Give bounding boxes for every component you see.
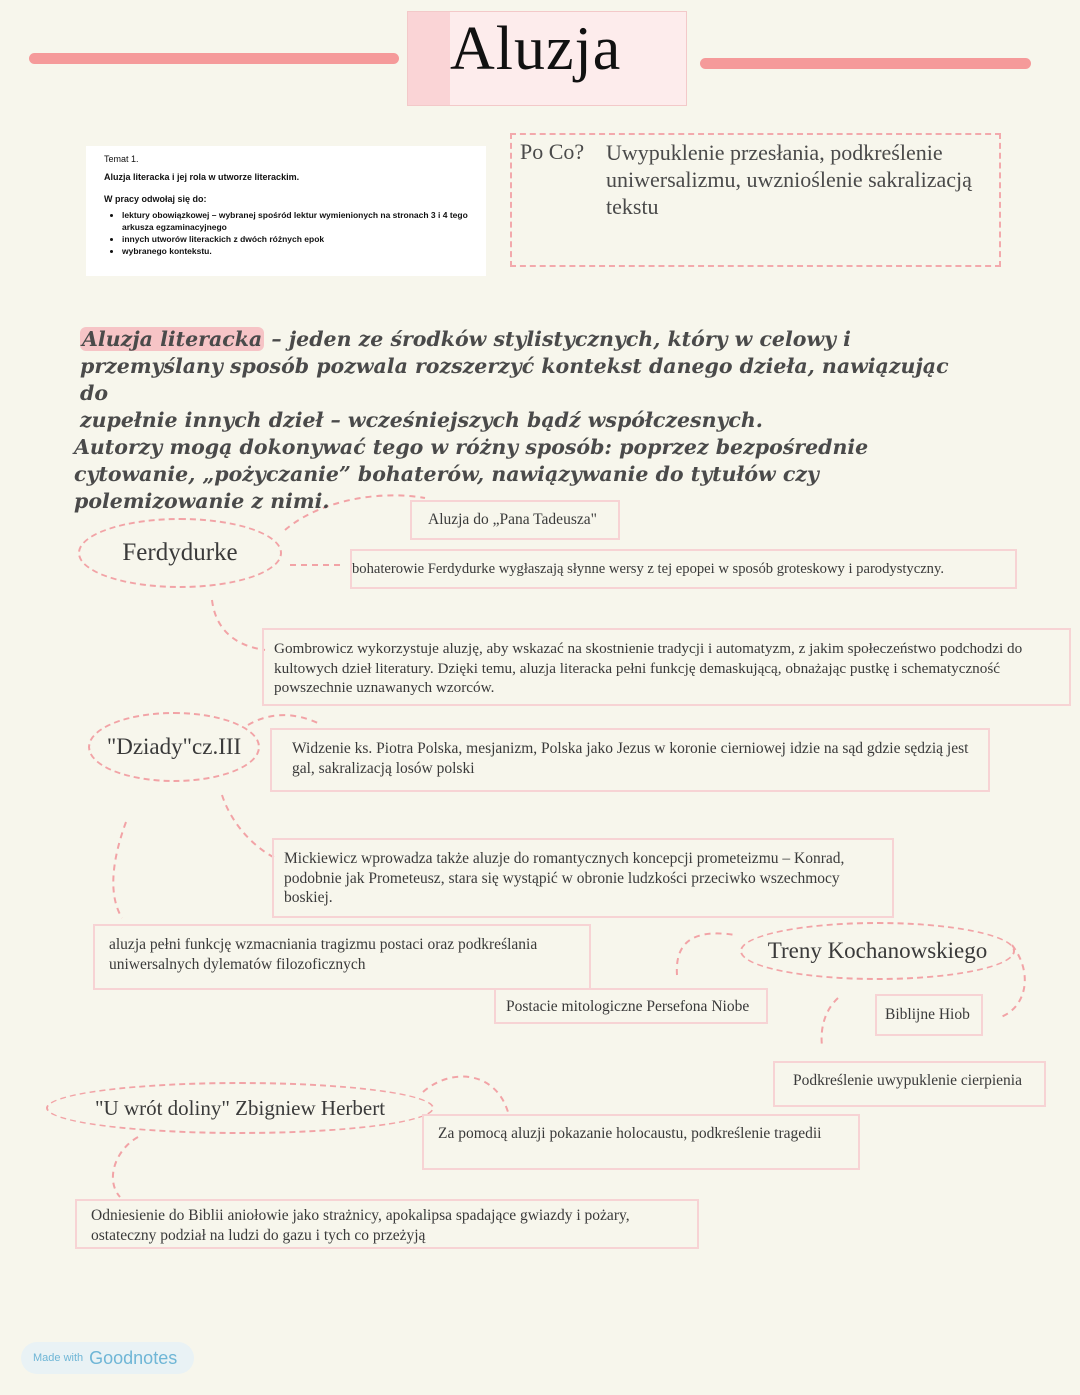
task-item: • innych utworów literackich z dwóch różnych epok: [122, 233, 468, 245]
page-title: Aluzja: [450, 15, 622, 83]
treny-effect-text: Podkreślenie uwypuklenie cierpienia: [773, 1061, 1046, 1107]
purpose-text: Uwypuklenie przesłania, podkreślenie uniwersalizmu, uwznioślenie sakralizacją tekstu: [606, 140, 972, 219]
herbert-holocaust-text: Za pomocą aluzji pokazanie holocaustu, podkreślenie tragedii: [422, 1114, 860, 1170]
task-intro: W pracy odwołaj się do:: [104, 194, 207, 204]
task-list: [104, 209, 468, 257]
dziady-function-text: aluzja pełni funkcję wzmacniania tragizmu postaci oraz podkreślania uniwersalnych dylematów filozoficznych: [93, 924, 591, 990]
herbert-node: "U wrót doliny" Zbigniew Herbert: [46, 1082, 434, 1134]
goodnotes-badge: [21, 1342, 194, 1374]
task-item: • lektury obowiązkowej – wybranej spośród lektur wymienionych na stronach 3 i 4 tego arkusza egzaminacyjnego: [122, 209, 468, 233]
definition-line: polemizowanie z nimi.: [74, 489, 330, 513]
ferdydurke-node: Ferdydurke: [78, 518, 282, 588]
exam-task-card: [86, 146, 486, 276]
purpose-label: Po Co?: [520, 139, 585, 164]
purpose-box: [510, 133, 1001, 267]
task-topic: Temat 1.: [104, 154, 139, 164]
definition-term: Aluzja literacka: [82, 327, 263, 351]
definition-line: – jeden ze środków stylistycznych, który w celowy i: [264, 327, 851, 351]
definition-line: zupełnie innych dzieł – wcześniejszych bądź współczesnych.: [80, 408, 763, 432]
dziady-vision-text: Widzenie ks. Piotra Polska, mesjanizm, Polska jako Jezus w koronie cierniowej idzie na sąd gdzie sędzią jest gal, sakralizacją losów polski: [270, 728, 990, 792]
herbert-bible-text: Odniesienie do Biblii aniołowie jako strażnicy, apokalipsa spadające gwiazdy i pożary, ostateczny podział na ludzi do gazu i tych co przeżyją: [75, 1199, 699, 1249]
treny-bible-text: Biblijne Hiob: [875, 994, 983, 1036]
goodnotes-logo: Goodnotes: [89, 1347, 178, 1368]
ferdydurke-allusion-title: Aluzja do „Pana Tadeusza": [410, 500, 620, 540]
task-item: • wybranego kontekstu.: [122, 245, 468, 257]
ferdydurke-function: Gombrowicz wykorzystuje aluzję, aby wskazać na skostnienie tradycji i automatyzm, z jakim społeczeństwo podchodzi do kultowych dzieł literatury. Dzięki temu, aluzja literacka pełni funkcję demaskującą, obnażając pustkę i schematyczność powszechnie uznawanych wzorców.: [262, 628, 1071, 706]
treny-myth-text: Postacie mitologiczne Persefona Niobe: [494, 988, 768, 1024]
task-heading: Aluzja literacka i jej rola w utworze literackim.: [104, 172, 300, 182]
definition-line: cytowanie, „pożyczanie” bohaterów, nawiązywanie do tytułów czy: [74, 462, 819, 486]
made-with-label: Made with: [33, 1352, 84, 1364]
ferdydurke-allusion-text: bohaterowie Ferdydurke wygłaszają słynne wersy z tej epopei w sposób groteskowy i parodystyczny.: [350, 549, 1017, 589]
dziady-prometheus-text: Mickiewicz wprowadza także aluzje do romantycznych koncepcji prometeizmu – Konrad, podobnie jak Prometeusz, stara się wystąpić w obronie ludzkości przeciwko wszechmocy boskiej.: [272, 838, 894, 918]
treny-node: Treny Kochanowskiego: [740, 922, 1015, 980]
definition: [74, 326, 974, 515]
dziady-node: "Dziady"cz.III: [88, 712, 260, 782]
definition-line: Autorzy mogą dokonywać tego w różny sposób: poprzez bezpośrednie: [74, 435, 869, 459]
definition-line: przemyślany sposób pozwala rozszerzyć kontekst danego dzieła, nawiązując do: [80, 354, 949, 405]
